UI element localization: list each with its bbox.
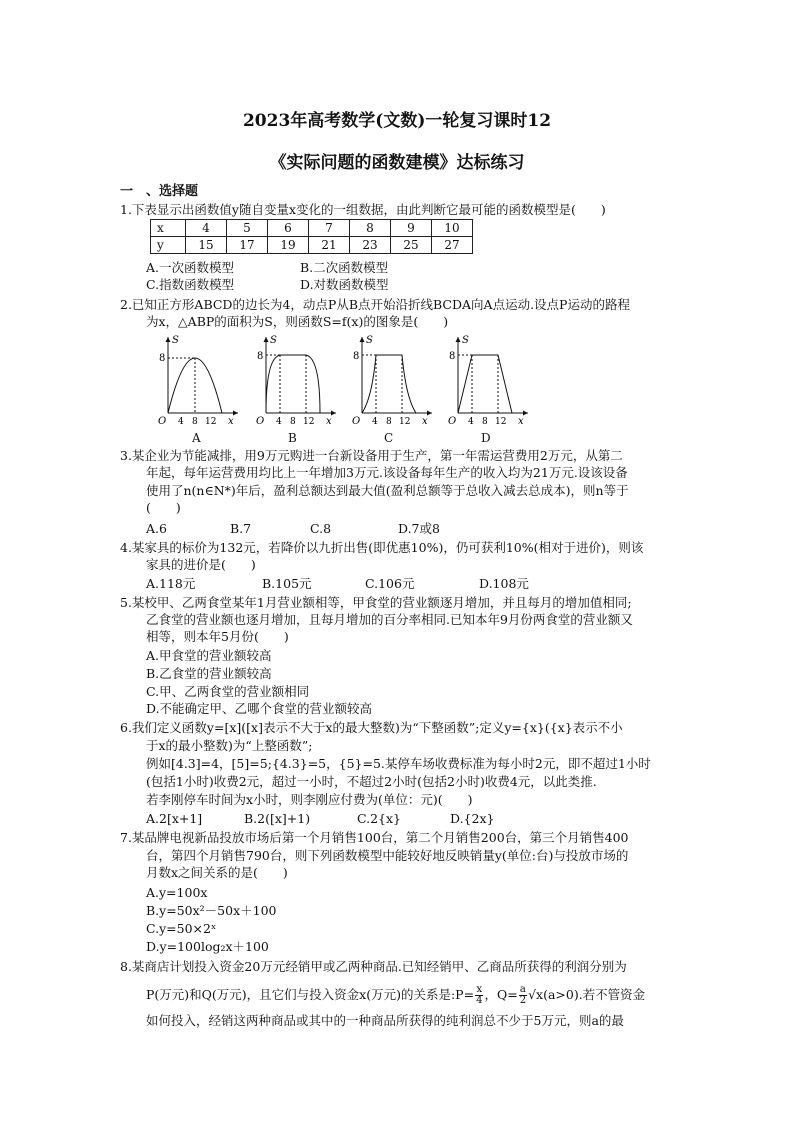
axis-s-label: S — [462, 335, 469, 346]
q3-option-c: C.8 — [310, 521, 332, 536]
q3-option-b: B.7 — [230, 521, 252, 536]
axis-x-label: x — [326, 416, 332, 425]
q1-value-table — [150, 219, 473, 254]
table-cell: 25 — [391, 237, 432, 254]
axis-tick-8x: 8 — [192, 417, 198, 425]
q2-stem-line1: 2.已知正方形ABCD的边长为4，动点P从B点开始沿折线BCDA向A点运动.设点P运动的路程 — [120, 297, 630, 312]
axis-tick-12: 12 — [399, 417, 411, 425]
axis-tick-12: 12 — [303, 417, 315, 425]
graph-d-label: D — [481, 431, 491, 445]
q3-option-a: A.6 — [146, 521, 167, 536]
q3-stem-line3: 使用了n(n∈N*)年后，盈利总额达到最大值(盈利总额等于总收入减去总成本)，则n等于 — [146, 483, 629, 498]
q5-stem-line3: 相等，则本年5月份( ) — [146, 629, 289, 644]
q6-stem-line5: 若李刚停车时间为x小时，则李刚应付费为(单位：元)( ) — [146, 792, 473, 807]
q6-stem-line1: 6.我们定义函数y=[x]([x]表示不大于x的最大整数)为“下整函数”;定义y={x}({x}表示不小 — [120, 720, 623, 735]
q3-option-d: D.7或8 — [398, 521, 440, 536]
q1-option-b: B.二次函数模型 — [300, 260, 389, 275]
table-cell: 27 — [432, 237, 473, 254]
axis-tick-4: 4 — [372, 417, 378, 425]
q5-option-a: A.甲食堂的营业额较高 — [146, 648, 272, 663]
q1-stem: 1.下表显示出函数值y随自变量x变化的一组数据，由此判断它最可能的函数模型是( ) — [120, 202, 606, 217]
q6-stem-line3: 例如[4.3]=4，[5]=5;{4.3}=5，{5}=5.某停车场收费标准为每小时2元，即不超过1小时 — [146, 756, 651, 771]
q6-stem-line4: (包括1小时)收费2元，超过一小时，不超过2小时(包括2小时)收费4元，以此类推. — [146, 774, 597, 789]
fraction-numerator: a — [519, 984, 526, 995]
axis-s-label: S — [172, 335, 179, 346]
q3-stem-line1: 3.某企业为节能减排，用9万元购进一台新设备用于生产，第一年需运营费用2万元，从第二 — [120, 448, 623, 463]
axis-tick-8x: 8 — [386, 417, 392, 425]
axis-tick-12: 12 — [495, 417, 507, 425]
q2-stem-line2: 为x，△ABP的面积为S，则函数S=f(x)的图象是( ) — [146, 314, 449, 329]
table-cell: 4 — [186, 220, 227, 237]
table-cell: 10 — [432, 220, 473, 237]
q1-option-a: A.一次函数模型 — [146, 260, 235, 275]
axis-tick-4: 4 — [276, 417, 282, 425]
table-row — [151, 220, 473, 237]
q7-option-c: C.y=50×2ˣ — [146, 921, 217, 936]
q4-option-c: C.106元 — [365, 576, 415, 591]
graph-a — [150, 333, 242, 425]
q8-stem-line3: 如何投入，经销这两种商品或其中的一种商品所获得的纯利润总不少于5万元，则a的最 — [146, 1013, 624, 1028]
q7-option-d: D.y=100log₂x＋100 — [146, 939, 269, 954]
axis-origin: O — [256, 416, 265, 425]
q5-stem-line2: 乙食堂的营业额也逐月增加，且每月增加的百分率相同.已知本年9月份两食堂的营业额又 — [146, 612, 633, 627]
q5-option-c: C.甲、乙两食堂的营业额相同 — [146, 684, 310, 699]
fraction-denominator: 4 — [476, 995, 483, 1006]
q4-option-d: D.108元 — [479, 576, 529, 591]
q4-option-b: B.105元 — [262, 576, 312, 591]
q4-option-a: A.118元 — [146, 576, 196, 591]
axis-origin: O — [158, 416, 167, 425]
graph-c-label: C — [384, 431, 394, 445]
q4-stem-line1: 4.某家具的标价为132元，若降价以九折出售(即优惠10%)，仍可获利10%(相对于进价)，则该 — [120, 540, 644, 555]
graph-c — [344, 333, 436, 425]
q1-option-c: C.指数函数模型 — [146, 277, 235, 292]
q8-line2-part-a: P(万元)和Q(万元)，且它们与投入资金x(万元)的关系是:P= — [146, 987, 475, 1002]
page-subtitle: 《实际问题的函数建模》达标练习 — [269, 153, 525, 173]
axis-tick-12: 12 — [205, 417, 217, 425]
axis-tick-4: 4 — [178, 417, 184, 425]
fraction-denominator: 2 — [519, 995, 527, 1006]
table-cell: 17 — [227, 237, 268, 254]
q7-stem-line1: 7.某品牌电视新品投放市场后第一个月销售100台，第二个月销售200台，第三个月销售400 — [120, 830, 629, 845]
axis-tick-8: 8 — [449, 351, 456, 362]
q3-stem-line2: 年起，每年运营费用均比上一年增加3万元.该设备每年生产的收入均为21万元.设该设备 — [146, 465, 628, 480]
table-row — [151, 237, 473, 254]
q7-stem-line2: 台，第四个月销售790台，则下列函数模型中能较好地反映销量y(单位:台)与投放市场的 — [146, 848, 629, 863]
axis-tick-8: 8 — [257, 351, 264, 362]
axis-tick-8: 8 — [159, 353, 166, 364]
table-cell: 6 — [268, 220, 309, 237]
q1-option-d: D.对数函数模型 — [300, 277, 389, 292]
q6-option-c: C.2{x} — [357, 811, 402, 826]
q8-stem-line2 — [146, 985, 645, 1006]
graph-d — [440, 333, 532, 425]
fraction-x-over-4 — [475, 985, 483, 1006]
graph-a-label: A — [192, 431, 201, 445]
axis-tick-8x: 8 — [482, 417, 488, 425]
page-title: 2023年高考数学(文数)一轮复习课时12 — [242, 111, 552, 131]
q4-stem-line2: 家具的进价是( ) — [146, 557, 256, 572]
q3-stem-line4: ( ) — [146, 500, 181, 515]
q5-option-b: B.乙食堂的营业额较高 — [146, 666, 272, 681]
axis-x-label: x — [422, 416, 428, 425]
table-cell: 15 — [186, 237, 227, 254]
table-cell: 8 — [350, 220, 391, 237]
q6-option-b: B.2([x]+1) — [244, 811, 311, 826]
fraction-a-over-2 — [519, 985, 527, 1006]
axis-tick-4: 4 — [468, 417, 474, 425]
q8-line2-part-c: √x(a>0).若不管资金 — [528, 987, 646, 1002]
q8-stem-line1: 8.某商店计划投入资金20万元经销甲或乙两种商品.已知经销甲、乙商品所获得的利润分别为 — [120, 959, 627, 974]
q5-stem-line1: 5.某校甲、乙两食堂某年1月营业额相等，甲食堂的营业额逐月增加，并且每月的增加值相同; — [120, 595, 632, 610]
q7-option-a: A.y=100x — [146, 885, 208, 900]
table-cell: 7 — [309, 220, 350, 237]
q6-option-d: D.{2x} — [450, 811, 495, 826]
table-cell: 9 — [391, 220, 432, 237]
axis-x-label: x — [228, 416, 234, 425]
table-cell: 21 — [309, 237, 350, 254]
section-heading: 一 、选择题 — [120, 184, 199, 199]
axis-origin: O — [352, 416, 361, 425]
q5-option-d: D.不能确定甲、乙哪个食堂的营业额较高 — [146, 701, 373, 716]
axis-s-label: S — [270, 335, 277, 346]
q7-option-b: B.y=50x²－50x＋100 — [146, 903, 277, 918]
q6-stem-line2: 于x的最小整数)为“上整函数”; — [146, 738, 313, 753]
axis-tick-8x: 8 — [290, 417, 296, 425]
axis-x-label: x — [518, 416, 524, 425]
axis-tick-8: 8 — [353, 351, 360, 362]
q7-stem-line3: 月数x之间关系的是( ) — [146, 865, 288, 880]
axis-s-label: S — [366, 335, 373, 346]
fraction-numerator: x — [476, 984, 483, 995]
table-cell: 23 — [350, 237, 391, 254]
table-cell: 19 — [268, 237, 309, 254]
table-cell: 5 — [227, 220, 268, 237]
table-cell: y — [151, 237, 186, 254]
graph-b-label: B — [288, 431, 297, 445]
graph-b — [248, 333, 340, 425]
q6-option-a: A.2[x+1] — [146, 811, 203, 826]
q8-line2-part-b: ，Q= — [484, 987, 518, 1002]
axis-origin: O — [448, 416, 457, 425]
table-cell: x — [151, 220, 186, 237]
